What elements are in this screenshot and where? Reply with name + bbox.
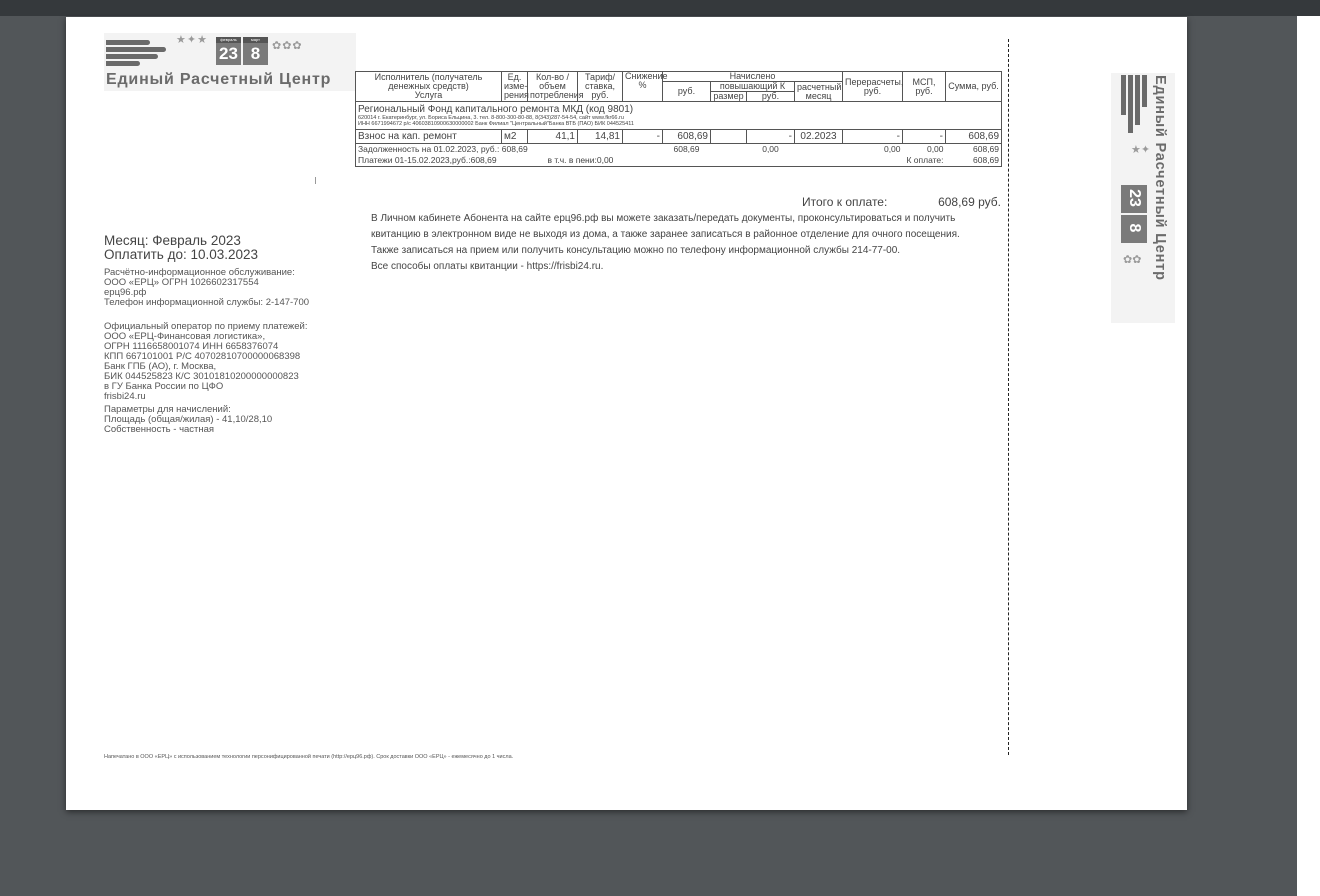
- header-coef: повышающий К: [711, 82, 795, 92]
- header-unit: Ед. изме-рения: [502, 72, 528, 102]
- payment-row: [356, 155, 1002, 167]
- operator-bank: Банк ГПБ (АО), г. Москва,: [104, 361, 217, 372]
- provider-address: 620014 г. Екатеринбург, ул. Бориса Ельцина, 3. тел. 8-800-300-80-88, 8(343)287-54-54, сайт www.fkr66.ru: [358, 115, 624, 121]
- scrollbar[interactable]: [1297, 16, 1320, 896]
- vertical-flowers-icon: ✿✿: [1123, 254, 1142, 266]
- service-unit: м2: [502, 130, 528, 144]
- service-row: [356, 130, 1002, 144]
- debt-charged: 608,69: [663, 144, 711, 156]
- service-name: Взнос на кап. ремонт: [356, 130, 502, 144]
- to-pay-value: 608,69: [946, 155, 1002, 167]
- service-title: Расчётно-информационное обслуживание:: [104, 267, 295, 278]
- service-coef-rub: -: [747, 130, 795, 144]
- service-site: ерц96.рф: [104, 287, 147, 298]
- params-title: Параметры для начислений:: [104, 404, 231, 415]
- table-header-row: [356, 72, 1002, 82]
- vertical-calendar-day: 8: [1126, 223, 1143, 233]
- provider-name: Региональный Фонд капитального ремонта МКД (код 9801): [358, 104, 634, 115]
- service-sum: 608,69: [946, 130, 1002, 144]
- header-calc-month: расчетный месяц: [795, 82, 843, 102]
- header-msp: МСП, руб.: [903, 72, 946, 102]
- to-pay-label: К оплате:: [903, 155, 946, 167]
- operator-kpp: КПП 667101001 Р/С 40702810700000068398: [104, 351, 301, 362]
- cut-line: [1008, 39, 1009, 755]
- service-coef-size: [711, 130, 747, 144]
- vertical-logo: [1111, 73, 1175, 323]
- vertical-calendar-mar: [1121, 215, 1147, 243]
- vertical-calendar-day: 23: [1126, 189, 1143, 207]
- debt-label: Задолженность на 01.02.2023, руб.: 608,69: [356, 144, 663, 156]
- debt-coef-rub: 0,00: [747, 144, 795, 156]
- calendar-day: 8: [250, 44, 261, 63]
- left-info: [104, 234, 344, 435]
- flowers-icon: ✿✿✿: [272, 40, 303, 52]
- logo-title: Единый Расчетный Центр: [106, 71, 332, 88]
- service-phone: Телефон информационной службы: 2-147-700: [104, 297, 310, 308]
- service-volume: 41,1: [528, 130, 578, 144]
- debt-sum: 608,69: [946, 144, 1002, 156]
- header-tariff: Тариф/ ставка, руб.: [578, 72, 623, 102]
- calendar-day: 23: [219, 44, 238, 63]
- service-tariff: 14,81: [578, 130, 623, 144]
- calendar-month: февраль: [216, 37, 241, 43]
- notice-paragraph-1: В Личном кабинете Абонента на сайте ерц96.рф вы можете заказать/передать документы, проконсультироваться и получить квитанцию в электронном виде не выходя из дома, а также заранее записаться в районное отделение для очного посещения. Также записаться на прием или получить консультацию можно по телефону информационной службы 214-77-00.: [371, 213, 960, 256]
- provider-bank: ИНН 6671994672 р/с 40603810900630000002 Банк Филиал "Центральный"Банка ВТБ (ПАО) БИК 044525411: [358, 121, 634, 127]
- header-volume: Кол-во / объем потребления: [528, 72, 578, 102]
- logo-bars-icon: [106, 37, 166, 71]
- service-org: ООО «ЕРЦ» ОГРН 1026602317554: [104, 277, 259, 288]
- calendar-month: март: [243, 37, 268, 43]
- operator-bik: БИК 044525823 К/С 30101810200000000823: [104, 371, 299, 382]
- payment-label: Платежи 01-15.02.2023,руб.:608,69: [356, 155, 528, 167]
- notice-paragraph-2: Все способы оплаты квитанции - https://frisbi24.ru.: [371, 261, 604, 272]
- tick-mark: [315, 177, 316, 184]
- due-line: Оплатить до: 10.03.2023: [104, 247, 259, 262]
- operator-gu: в ГУ Банка России по ЦФО: [104, 381, 224, 392]
- header-charged: Начислено: [663, 72, 843, 82]
- params-area: Площадь (общая/жилая) - 41,10/28,10: [104, 414, 273, 425]
- total-value: 608,69 руб.: [938, 195, 1001, 209]
- operator-site: frisbi24.ru: [104, 391, 146, 402]
- billing-table: [355, 71, 1002, 167]
- header-discount: Снижение %: [623, 72, 663, 102]
- provider-row: [356, 102, 1002, 130]
- debt-msp: 0,00: [903, 144, 946, 156]
- operator-ogrn: ОГРН 1116658001074 ИНН 6658376074: [104, 341, 279, 352]
- footer-note: Напечатано в ООО «ЕРЦ» с использованием технологии персонифицированной печати (http://ерц96.рф). Срок доставки ООО «ЕРЦ» - ежемесячно до 1 числа.: [104, 754, 514, 760]
- vertical-logo-bars-icon: [1119, 75, 1149, 133]
- service-msp: -: [903, 130, 946, 144]
- month-line: Месяц: Февраль 2023: [104, 233, 241, 248]
- service-recalc: -: [843, 130, 903, 144]
- service-charged: 608,69: [663, 130, 711, 144]
- debt-row: [356, 144, 1002, 156]
- vertical-stars-icon: ★✦: [1131, 144, 1151, 156]
- vertical-logo-title: Единый Расчетный Центр: [1152, 75, 1168, 281]
- viewer-toolbar: [0, 0, 1320, 16]
- header-executor: Исполнитель (получатель денежных средств) Услуга: [356, 72, 502, 102]
- header-recalc: Перерасчеты, руб.: [843, 72, 903, 102]
- vertical-calendar-feb: [1121, 185, 1147, 213]
- calendar-mar: [243, 37, 268, 65]
- payment-penalty: в т.ч. в пени:0,00: [528, 155, 663, 167]
- service-month: 02.2023: [795, 130, 843, 144]
- stars-icon: ★✦★: [176, 34, 208, 46]
- header-sum: Сумма, руб.: [946, 72, 1002, 102]
- service-discount: -: [623, 130, 663, 144]
- header-coef-size: размер: [711, 92, 747, 102]
- calendar-feb: [216, 37, 241, 65]
- operator-title: Официальный оператор по приему платежей:: [104, 321, 308, 332]
- header-charged-rub: руб.: [663, 82, 711, 102]
- header-coef-rub: руб.: [747, 92, 795, 102]
- erc-logo: [104, 33, 356, 91]
- debt-recalc: 0,00: [843, 144, 903, 156]
- notice-text: [358, 211, 978, 275]
- total-label: Итого к оплате:: [802, 195, 888, 209]
- params-owner: Собственность - частная: [104, 424, 215, 435]
- document-page: [66, 17, 1187, 810]
- operator-org: ООО «ЕРЦ-Финансовая логистика»,: [104, 331, 266, 342]
